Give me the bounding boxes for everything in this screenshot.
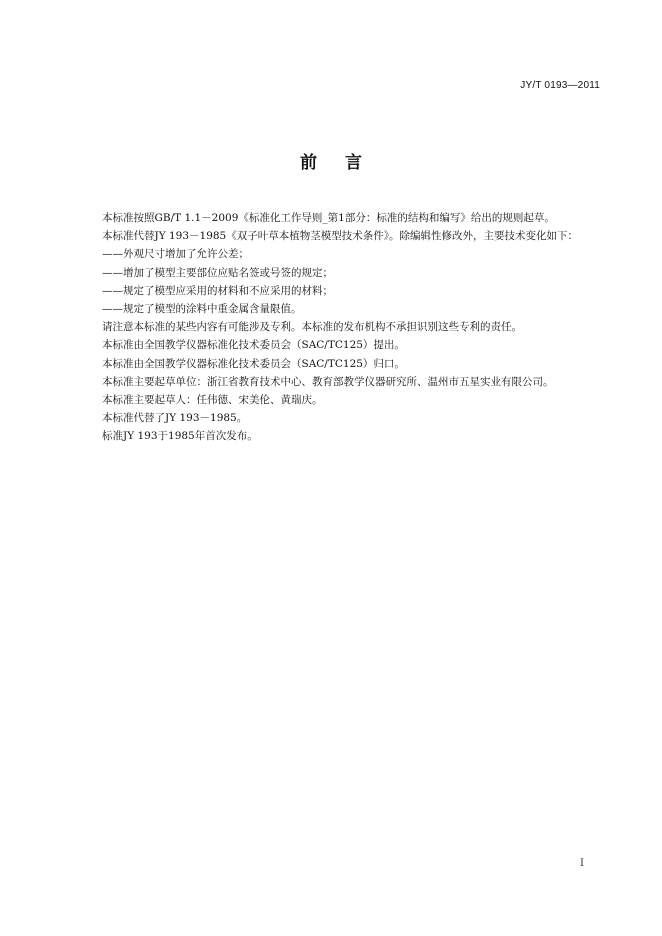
list-item-heavy-metals: ——规定了模型的涂料中重金属含量限值。	[102, 303, 302, 316]
paragraph-supersedes: 本标准代替了JY 193－1985。	[102, 412, 248, 425]
paragraph-proposed-by: 本标准由全国教学仪器标准化技术委员会（SAC/TC125）提出。	[102, 339, 405, 352]
paragraph-patent-notice: 请注意本标准的某些内容有可能涉及专利。本标准的发布机构不承担识别这些专利的责任。	[102, 321, 522, 334]
paragraph-drafting-units: 本标准主要起草单位：浙江省教育技术中心、教育部教学仪器研究所、温州市五星实业有限公司。	[102, 375, 554, 388]
paragraph-first-published: 标准JY 193于1985年首次发布。	[102, 430, 258, 443]
paragraph-drafters: 本标准主要起草人：任伟德、宋美伦、黄瑞庆。	[102, 394, 323, 407]
paragraph-replacement: 本标准代替JY 193－1985《双子叶草本植物茎模型技术条件》。除编辑性修改外，主要技术变化如下：	[102, 230, 578, 243]
list-item-materials: ——规定了模型应采用的材料和不应采用的材料；	[102, 284, 333, 297]
list-item-tolerance: ——外观尺寸增加了允许公差；	[102, 248, 249, 261]
standard-code: JY/T 0193—2011	[520, 80, 600, 91]
paragraph-drafting-rules: 本标准按照GB/T 1.1－2009《标准化工作导则_第1部分：标准的结构和编写》给出的规则起草。	[102, 212, 555, 224]
list-item-labels: ——增加了模型主要部位应贴名签或号签的规定；	[102, 266, 333, 279]
foreword-body	[81, 209, 601, 446]
paragraph-under-jurisdiction: 本标准由全国教学仪器标准化技术委员会（SAC/TC125）归口。	[102, 357, 405, 370]
page-number: I	[580, 858, 584, 869]
foreword-title: 前言	[300, 153, 390, 173]
